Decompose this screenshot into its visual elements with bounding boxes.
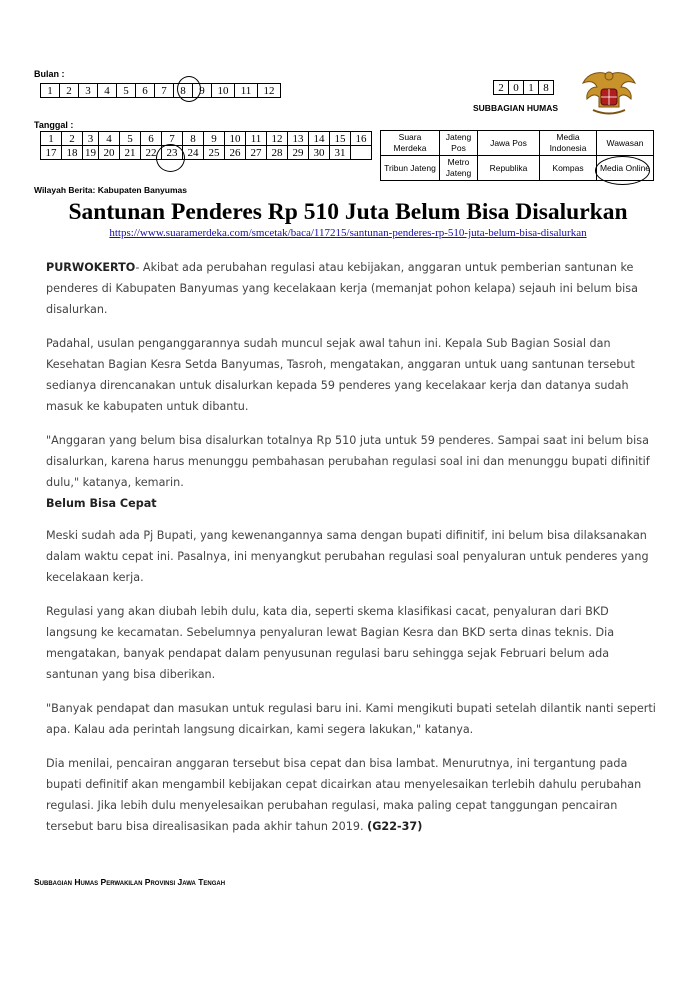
- media-cell: Jateng Pos: [440, 131, 478, 156]
- bulan-cell: 6: [136, 84, 155, 98]
- bulan-cell: 9: [193, 84, 212, 98]
- tanggal-cell: 12: [267, 132, 288, 146]
- bulan-cell-selected: 8: [174, 84, 193, 98]
- tanggal-cell: 29: [288, 146, 309, 160]
- tanggal-cell: 31: [330, 146, 351, 160]
- media-cell-selected: Media Online: [597, 156, 654, 181]
- bulan-label: Bulan :: [34, 69, 65, 79]
- tanggal-cell: 3: [83, 132, 99, 146]
- bulan-cell: 10: [212, 84, 235, 98]
- tanggal-cell: 13: [288, 132, 309, 146]
- tanggal-cell: 7: [162, 132, 183, 146]
- tanggal-cell: 27: [246, 146, 267, 160]
- tahun-digit: 2: [494, 81, 509, 95]
- tanggal-cell: 10: [225, 132, 246, 146]
- tanggal-cell: [351, 146, 372, 160]
- dateline: PURWOKERTO: [46, 261, 136, 274]
- tanggal-cell: 9: [204, 132, 225, 146]
- bulan-cell: 7: [155, 84, 174, 98]
- media-cell: Wawasan: [597, 131, 654, 156]
- media-cell: Kompas: [540, 156, 597, 181]
- subbagian-label: SUBBAGIAN HUMAS: [473, 103, 558, 113]
- bulan-cell: 11: [235, 84, 258, 98]
- tanggal-cell: 18: [62, 146, 83, 160]
- media-cell: Republika: [478, 156, 540, 181]
- bulan-cell: 12: [258, 84, 281, 98]
- media-cell: Metro Jateng: [440, 156, 478, 181]
- tanggal-cell: 30: [309, 146, 330, 160]
- subheading: Belum Bisa Cepat: [46, 497, 157, 510]
- tanggal-cell: 2: [62, 132, 83, 146]
- tanggal-cell: 14: [309, 132, 330, 146]
- paragraph-5: Regulasi yang akan diubah lebih dulu, kata dia, seperti skema klasifikasi cacat, penyaluran dari BKD langsung ke kecamatan. Sebelumnya penyaluran lewat Bagian Kesra dan BKD serta dinas teknis. Dia mengatakan, banyak pendapat dalam penyusunan regulasi baru sehingga sejak Februari belum ada santunan yang bisa diberikan.: [46, 605, 615, 681]
- bulan-cell: 1: [41, 84, 60, 98]
- article-title: Santunan Penderes Rp 510 Juta Belum Bisa Disalurkan: [68, 199, 628, 225]
- selected-date-circle: [156, 144, 185, 172]
- selected-month-circle: [177, 76, 201, 102]
- tanggal-cell: 5: [120, 132, 141, 146]
- bulan-cell: 2: [60, 84, 79, 98]
- bulan-grid: [40, 83, 281, 98]
- tahun-digit: 8: [539, 81, 554, 95]
- tanggal-cell: 24: [183, 146, 204, 160]
- article-code: (G22-37): [367, 820, 423, 833]
- paragraph-7: [46, 753, 656, 837]
- tanggal-cell: 16: [351, 132, 372, 146]
- tanggal-cell: 17: [41, 146, 62, 160]
- tanggal-cell: 4: [99, 132, 120, 146]
- paragraph-1: [46, 257, 656, 320]
- wilayah-berita: Wilayah Berita: Kabupaten Banyumas: [34, 185, 187, 195]
- tanggal-cell: 6: [141, 132, 162, 146]
- garuda-emblem-icon: [580, 67, 638, 121]
- selected-media-circle: [595, 156, 650, 185]
- bulan-cell: 3: [79, 84, 98, 98]
- tanggal-grid: [40, 131, 372, 160]
- bulan-cell: 4: [98, 84, 117, 98]
- paragraph-1-text: - Akibat ada perubahan regulasi atau kebijakan, anggaran untuk pemberian santunan ke penderes di Kabupaten Banyumas yang kecelakaan kerja (memanjat pohon kelapa) sejauh ini belum bisa disalurkan.: [46, 261, 638, 316]
- tahun-grid: [493, 80, 554, 95]
- paragraph-4: Meski sudah ada Pj Bupati, yang kewenangannya sama dengan bupati difinitif, ini belum bisa dilaksanakan dalam waktu cepat ini. Pasalnya, ini menyangkut perubahan regulasi soal penyaluran untuk penderes yang kecelakaan kerja.: [46, 529, 649, 584]
- tanggal-cell-selected: 23: [162, 146, 183, 160]
- tahun-digit: 1: [524, 81, 539, 95]
- media-cell: Media Indonesia: [540, 131, 597, 156]
- article-url-link[interactable]: https://www.suaramerdeka.com/smcetak/baca/117215/santunan-penderes-rp-510-juta-belum-bisa-disalurkan: [109, 227, 587, 239]
- tanggal-cell: 19: [83, 146, 99, 160]
- tahun-digit: 0: [509, 81, 524, 95]
- media-cell: Tribun Jateng: [381, 156, 440, 181]
- tanggal-cell: 11: [246, 132, 267, 146]
- tanggal-cell: 28: [267, 146, 288, 160]
- paragraph-2: Padahal, usulan penganggarannya sudah muncul sejak awal tahun ini. Kepala Sub Bagian Sosial dan Kesehatan Bagian Kesra Setda Banyumas, Tasroh, mengatakan, anggaran untuk uang santunan tersebut sedianya direncanakan untuk disalurkan kepada 59 penderes yang kecelakaar kerja dan datanya sudah masuk ke kabupaten untuk dibantu.: [46, 337, 635, 413]
- tanggal-cell: 21: [120, 146, 141, 160]
- footer-text: Subbagian Humas Perwakilan Provinsi Jawa Tengah: [34, 877, 226, 887]
- tanggal-label: Tanggal :: [34, 120, 74, 130]
- bulan-cell: 5: [117, 84, 136, 98]
- media-cell: Jawa Pos: [478, 131, 540, 156]
- paragraph-6: "Banyak pendapat dan masukan untuk regulasi baru ini. Kami mengikuti bupati setelah dilantik nanti seperti apa. Kalau ada perintah langsung dicairkan, kami segera lakukan," katanya.: [46, 702, 656, 736]
- tanggal-cell: 15: [330, 132, 351, 146]
- article-body: [46, 257, 656, 850]
- tanggal-cell: 25: [204, 146, 225, 160]
- media-cell: Suara Merdeka: [381, 131, 440, 156]
- tanggal-cell: 22: [141, 146, 162, 160]
- tanggal-cell: 26: [225, 146, 246, 160]
- tanggal-cell: 8: [183, 132, 204, 146]
- tanggal-cell: 1: [41, 132, 62, 146]
- paragraph-3: "Anggaran yang belum bisa disalurkan totalnya Rp 510 juta untuk 59 penderes. Sampai saat ini belum bisa disalurkan, karena harus menunggu pembahasan perubahan regulasi soal ini dan menunggu bupati difinitif dulu," katanya, kemarin.: [46, 434, 650, 489]
- tanggal-cell: 20: [99, 146, 120, 160]
- paragraph-7-text: Dia menilai, pencairan anggaran tersebut bisa cepat dan bisa lambat. Menurutnya, ini tergantung pada bupati definitif akan mengambil kebijakan cepat dicairkan atau menyelesaikan terlebih dahulu perubahan regulasi. Jika lebih dulu menyelesaikan perubahan regulasi, maka paling cepat tanggungan pencairan tersebut baru bisa direalisasikan pada akhir tahun 2019.: [46, 757, 642, 833]
